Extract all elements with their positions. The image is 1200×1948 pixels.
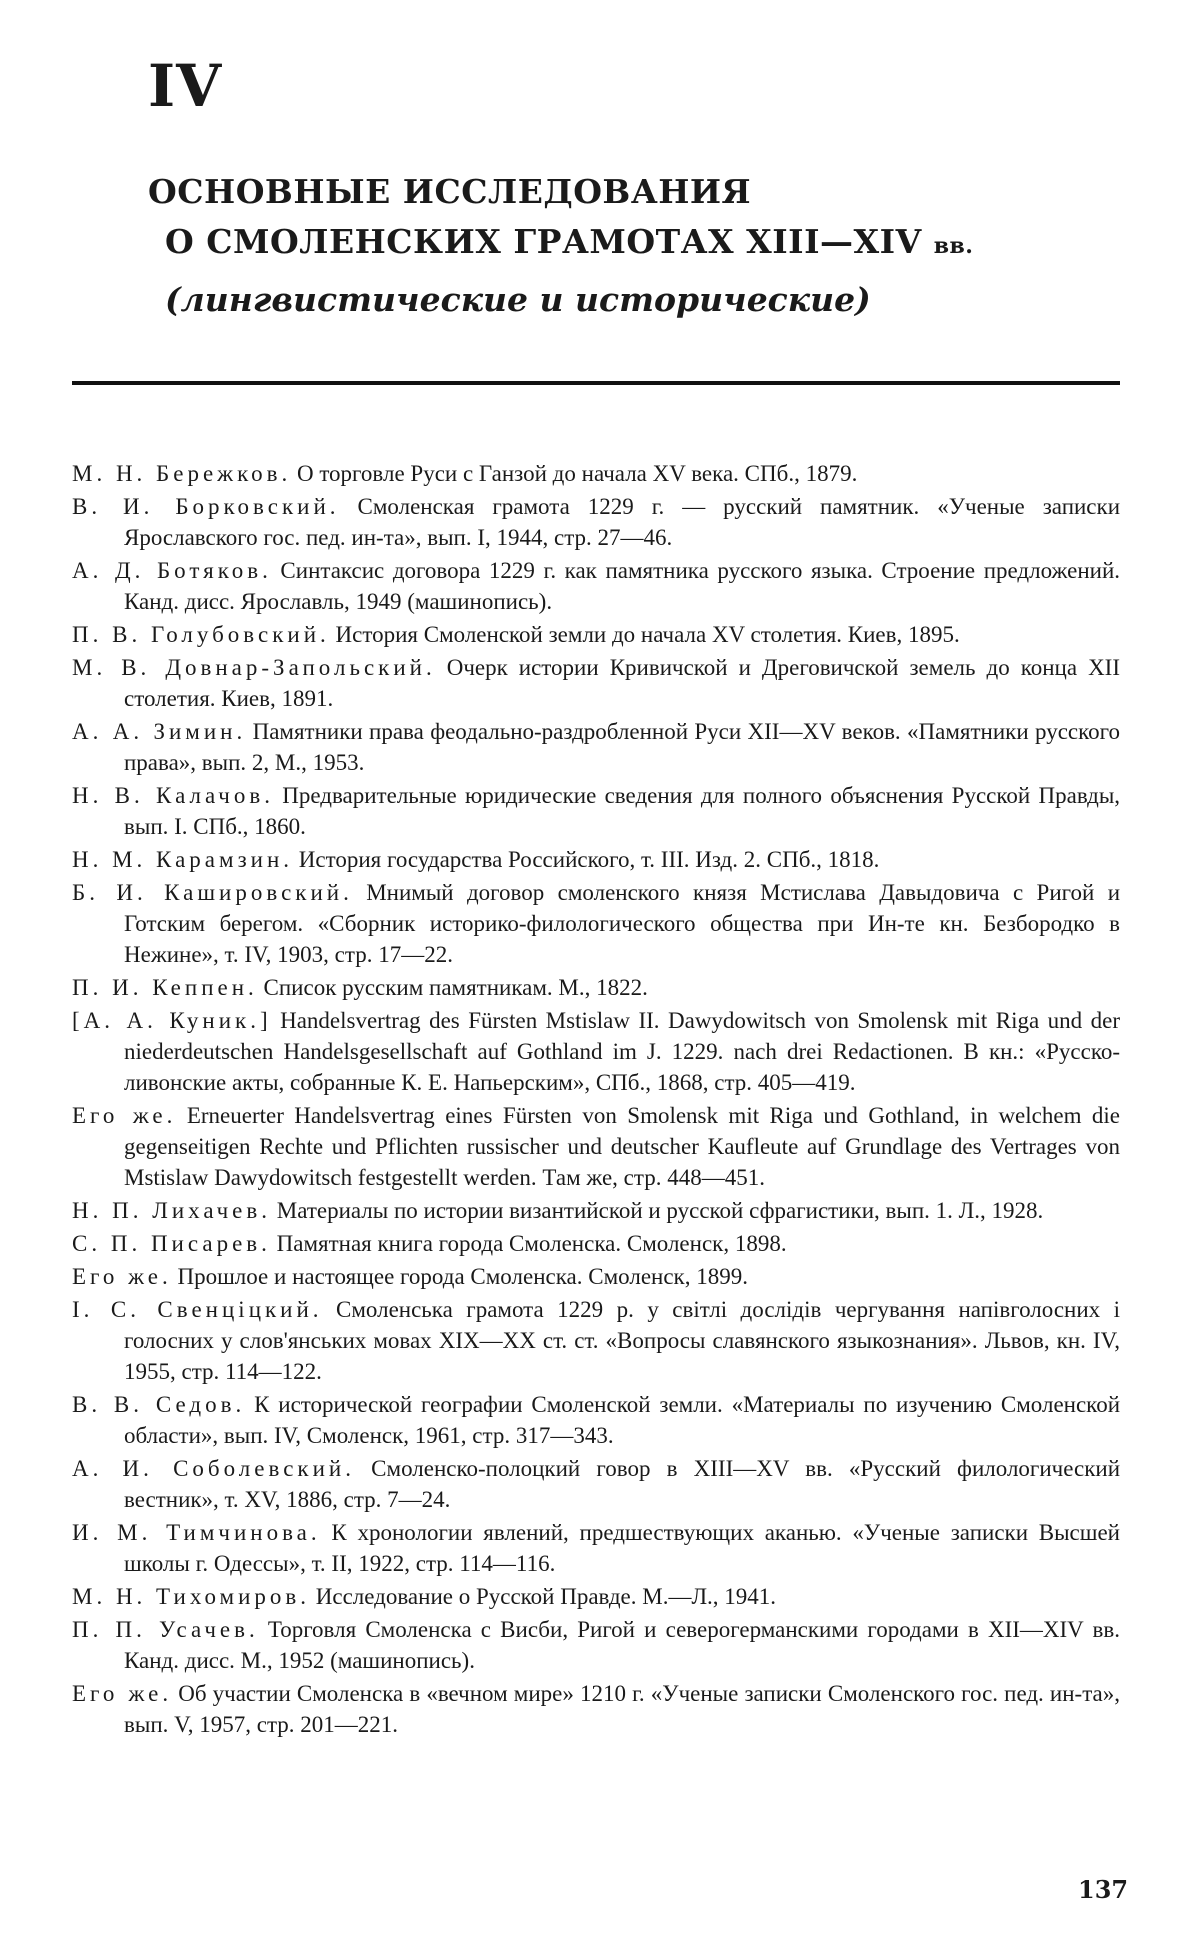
entry-text: Смоленско-полоцкий говор в XIII—XV вв. «Русский филологический вестник», т. XV, 1886, стр. 7—24. <box>124 1456 1121 1512</box>
entry-text: Материалы по истории византийской и русской сфрагистики, вып. 1. Л., 1928. <box>276 1198 1044 1223</box>
entry-text: Handelsvertrag des Fürsten Mstislaw II. Dawydowitsch von Smolensk mit Riga und der niederdeutschen Handelsgesellschaft auf Gothland im J. 1229. nach drei Redactionen. В кн.: «Русско-ливонские акты, собранные К. Е. Напьерским», СПб., 1868, стр. 405—419. <box>124 1008 1121 1095</box>
bibliography-entry <box>72 877 1120 970</box>
entry-author: Б. И. Кашировский. <box>72 880 353 905</box>
bibliography-entry <box>72 458 1120 489</box>
bibliography-entry <box>72 491 1120 553</box>
chapter-title-line-1: ОСНОВНЫЕ ИССЛЕДОВАНИЯ <box>148 172 752 211</box>
entry-text: Мнимый договор смоленского князя Мстислава Давыдовича с Ригой и Готским берегом. «Сборник историко-филологического общества при Ин-те кн. Безбородко в Нежине», т. IV, 1903, стр. 17—22. <box>124 880 1121 967</box>
entry-text: Очерк истории Кривичской и Дреговичской земель до конца XII столетия. Киев, 1891. <box>124 655 1120 711</box>
entry-text: Исследование о Русской Правде. М.—Л., 1941. <box>315 1584 777 1609</box>
entry-text: Смоленская грамота 1229 г. — русский памятник. «Ученые записки Ярославского гос. пед. ин-та», вып. I, 1944, стр. 27—46. <box>124 494 1121 550</box>
entry-text: К хронологии явлений, предшествующих аканью. «Ученые записки Высшей школы г. Одессы», т. II, 1922, стр. 114—116. <box>124 1520 1120 1576</box>
bibliography-entry <box>72 619 1120 650</box>
bibliography-entry <box>72 652 1120 714</box>
entry-author: М. В. Довнар-Запольский. <box>72 655 436 680</box>
bibliography-entry <box>72 1581 1120 1612</box>
entry-author: І. С. Свенціцкий. <box>72 1297 323 1322</box>
entry-text: Прошлое и настоящее города Смоленска. Смоленск, 1899. <box>177 1264 748 1289</box>
chapter-title-line-2-text: О СМОЛЕНСКИХ ГРАМОТАХ XIII—XIV <box>165 222 922 261</box>
bibliography-entry <box>72 1678 1120 1740</box>
bibliography-list <box>72 458 1120 1742</box>
entry-author: Его же. <box>72 1103 177 1128</box>
bibliography-entry <box>72 716 1120 778</box>
entry-author: А. А. Зимин. <box>72 719 247 744</box>
bibliography-entry <box>72 1294 1120 1387</box>
bibliography-entry <box>72 1100 1120 1193</box>
bibliography-entry <box>72 1614 1120 1676</box>
entry-author: М. Н. Тихомиров. <box>72 1584 311 1609</box>
chapter-subtitle: (лингвистические и исторические) <box>165 280 871 319</box>
bibliography-entry <box>72 1389 1120 1451</box>
entry-text: К исторической географии Смоленской земли. «Материалы по изучению Смоленской области», вып. IV, Смоленск, 1961, стр. 317—343. <box>124 1392 1121 1448</box>
entry-text: Памятная книга города Смоленска. Смоленск, 1898. <box>276 1231 787 1256</box>
page-number: 137 <box>1078 1875 1129 1904</box>
bibliography-entry <box>72 844 1120 875</box>
entry-text: Смоленська грамота 1229 р. у світлі дослідів чергування напівголосних і голосних у слов'янських мовах XIX—XX ст. ст. «Вопросы славянского языкознания». Львов, кн. IV, 1955, стр. 114—122. <box>124 1297 1120 1384</box>
entry-author: Его же. <box>72 1681 173 1706</box>
bibliography-entry <box>72 972 1120 1003</box>
bibliography-entry <box>72 1517 1120 1579</box>
entry-author: Н. М. Карамзин. <box>72 847 294 872</box>
entry-text: О торговле Руси с Ганзой до начала XV века. СПб., 1879. <box>296 461 858 486</box>
entry-text: Торговля Смоленска с Висби, Ригой и северогерманскими городами в XII—XIV вв. Канд. дисс. М., 1952 (машинопись). <box>124 1617 1120 1673</box>
entry-text: Памятники права феодально-раздробленной Руси XII—XV веков. «Памятники русского права», вып. 2, М., 1953. <box>124 719 1120 775</box>
entry-author: П. В. Голубовский. <box>72 622 330 647</box>
entry-text: Предварительные юридические сведения для полного объяснения Русской Правды, вып. I. СПб., 1860. <box>124 783 1121 839</box>
entry-author: П. П. Усачев. <box>72 1617 259 1642</box>
entry-text: Синтаксис договора 1229 г. как памятника русского языка. Строение предложений. Канд. дисс. Ярославль, 1949 (машинопись). <box>124 558 1120 614</box>
entry-author: А. И. Соболевский. <box>72 1456 355 1481</box>
entry-author: И. М. Тимчинова. <box>72 1520 321 1545</box>
bibliography-entry <box>72 1195 1120 1226</box>
horizontal-rule <box>72 381 1120 385</box>
entry-author: Н. П. Лихачев. <box>72 1198 271 1223</box>
entry-author: В. И. Борковский. <box>72 494 340 519</box>
bibliography-entry <box>72 1453 1120 1515</box>
entry-author: С. П. Писарев. <box>72 1231 271 1256</box>
entry-author: А. Д. Ботяков. <box>72 558 272 583</box>
chapter-title-centuries-abbr: вв. <box>933 233 974 259</box>
entry-author: П. И. Кеппен. <box>72 975 258 1000</box>
entry-author: [А. А. Куник.] <box>72 1008 272 1033</box>
bibliography-entry <box>72 1228 1120 1259</box>
entry-text: История Смоленской земли до начала XV столетия. Киев, 1895. <box>335 622 960 647</box>
bibliography-entry <box>72 1005 1120 1098</box>
bibliography-entry <box>72 780 1120 842</box>
entry-text: История государства Российского, т. III. Изд. 2. СПб., 1818. <box>298 847 880 872</box>
entry-text: Список русским памятникам. М., 1822. <box>263 975 648 1000</box>
bibliography-entry <box>72 555 1120 617</box>
entry-text: Об участии Смоленска в «вечном мире» 1210 г. «Ученые записки Смоленского гос. пед. ин-та», вып. V, 1957, стр. 201—221. <box>124 1681 1120 1737</box>
entry-author: Его же. <box>72 1264 172 1289</box>
chapter-title-line-2 <box>165 222 973 261</box>
chapter-number: IV <box>148 52 223 120</box>
entry-author: М. Н. Бережков. <box>72 461 292 486</box>
entry-author: В. В. Седов. <box>72 1392 246 1417</box>
bibliography-entry <box>72 1261 1120 1292</box>
entry-text: Erneuerter Handelsvertrag eines Fürsten von Smolensk mit Riga und Gothland, in welchem die gegenseitigen Rechte und Pflichten russischer und deutscher Kaufleute auf Grundlage des Vertrages von Mstislaw Dawydowitsch festgestellt werden. Там же, стр. 448—451. <box>124 1103 1120 1190</box>
entry-author: Н. В. Калачов. <box>72 783 274 808</box>
